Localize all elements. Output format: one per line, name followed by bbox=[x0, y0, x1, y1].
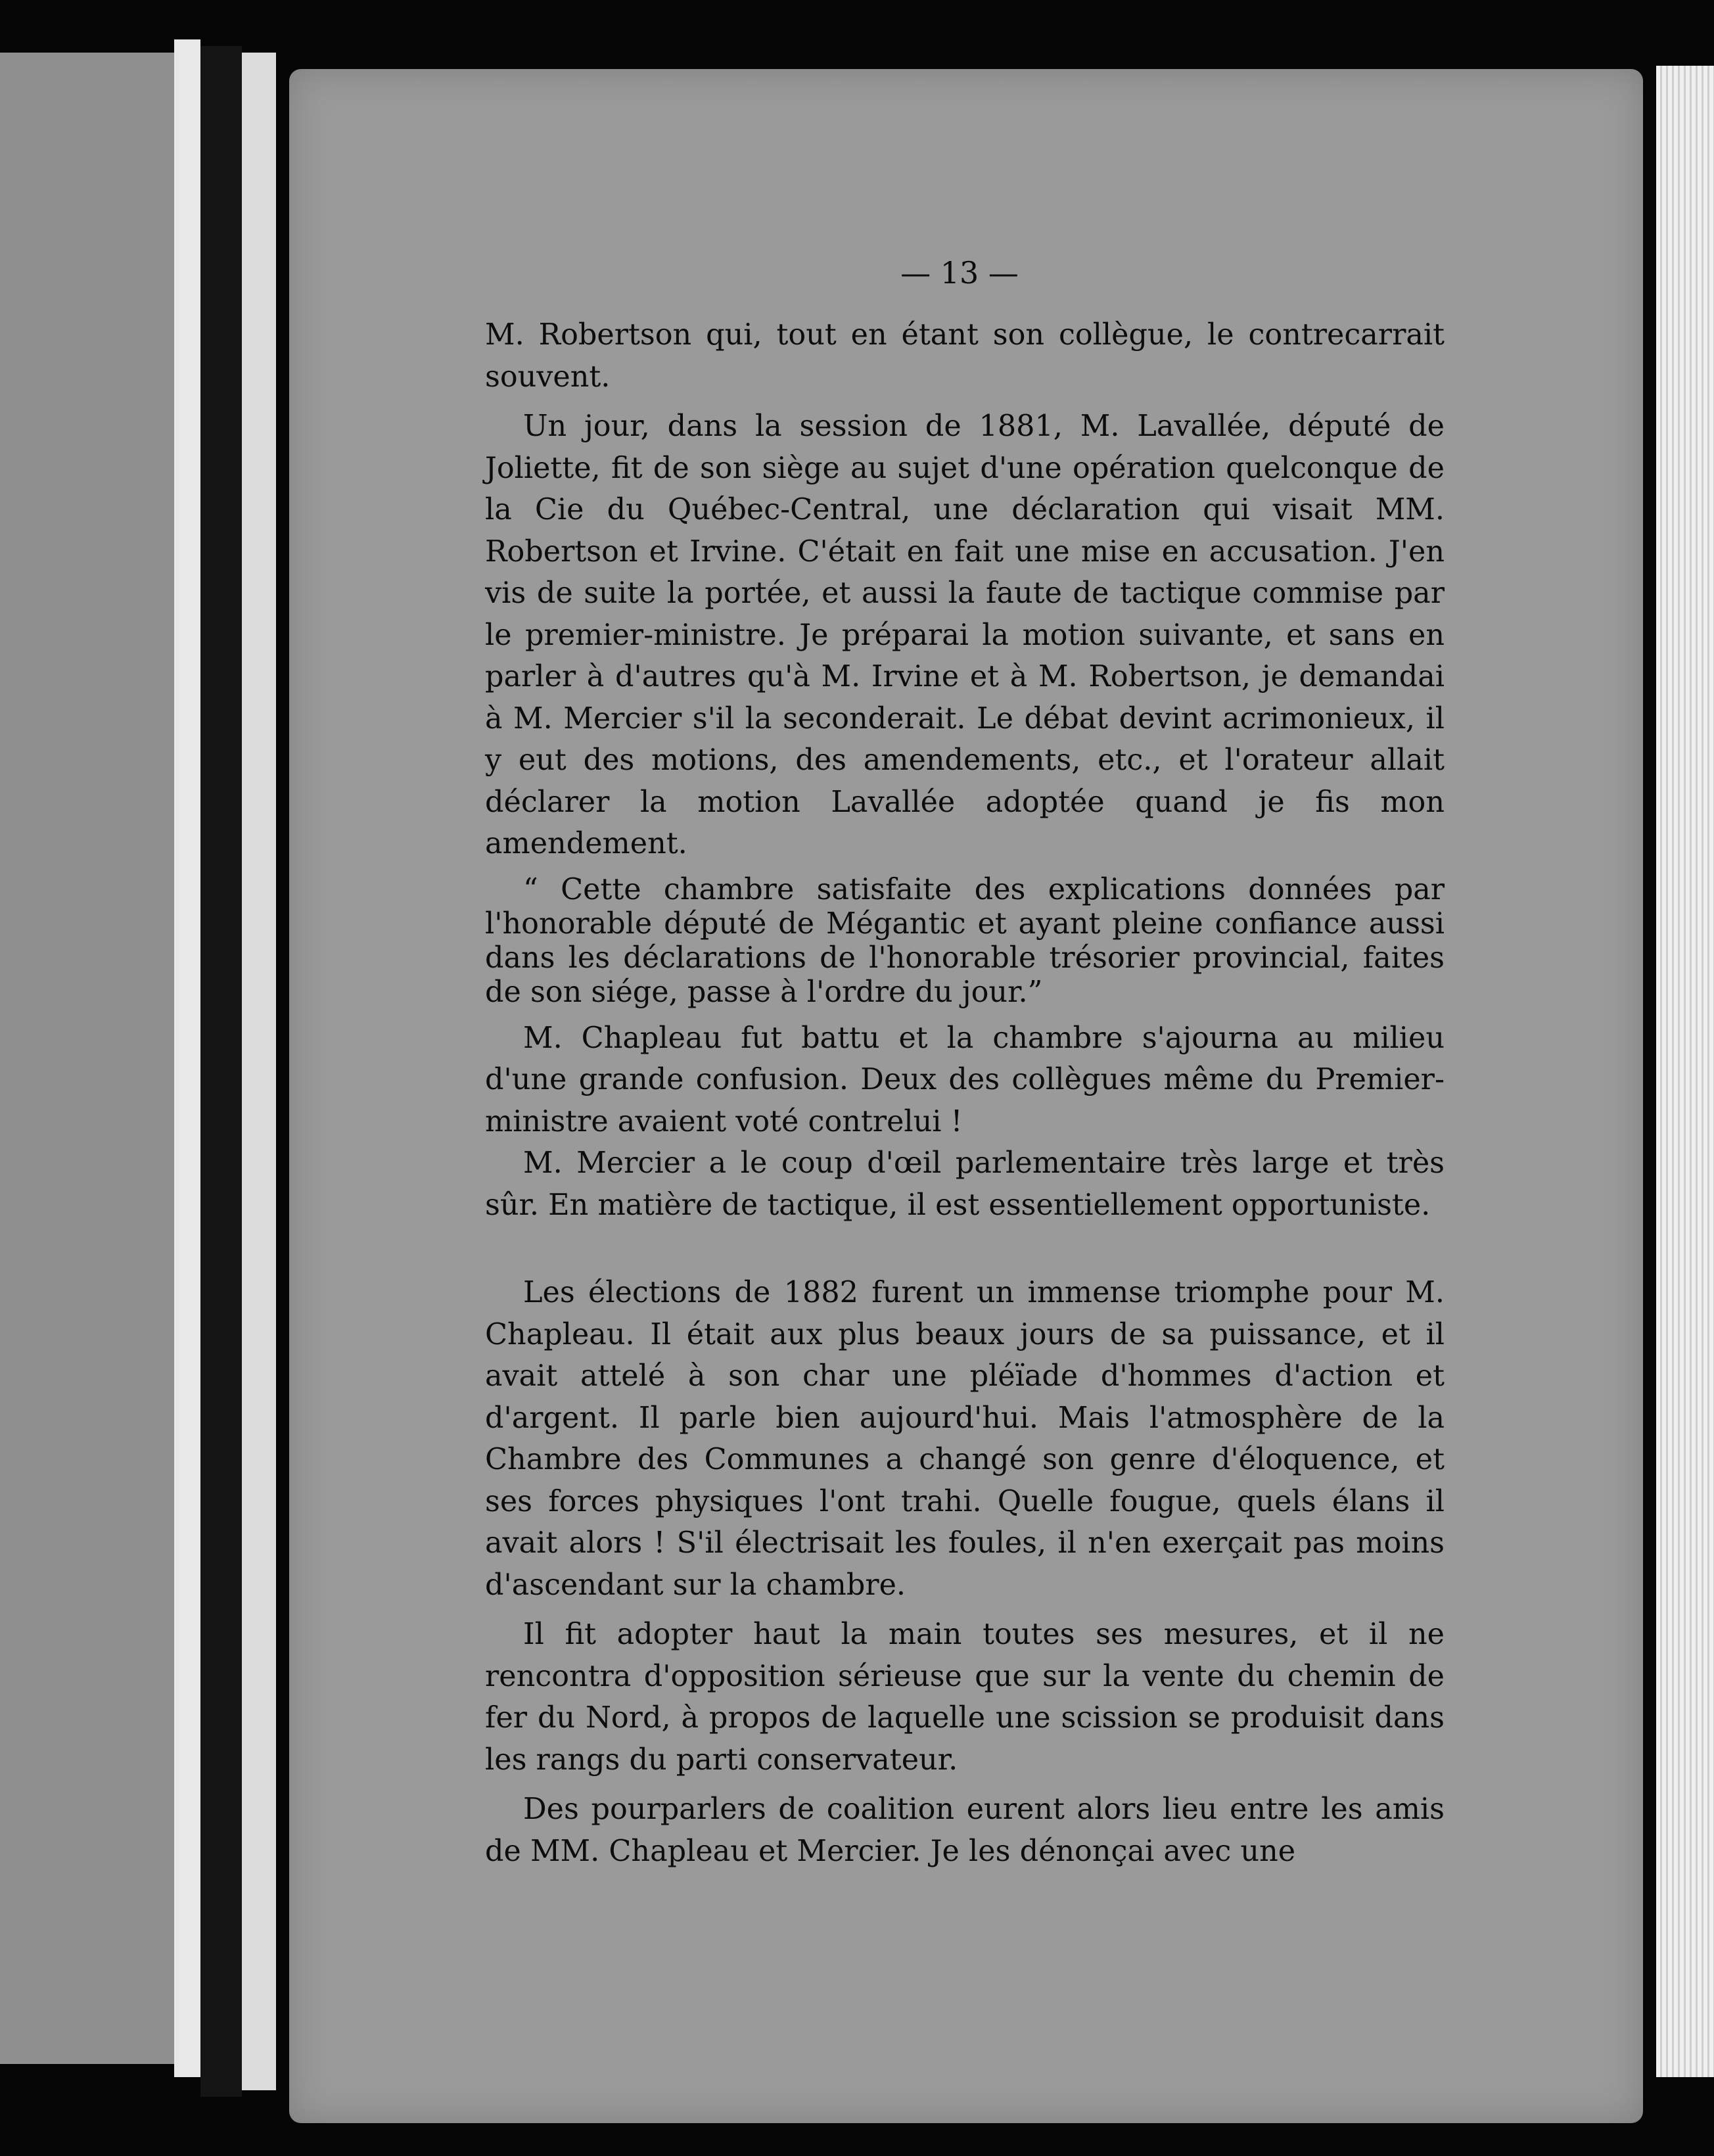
paragraph: Un jour, dans la session de 1881, M. Lavallée, député de Joliette, fit de son siège au sujet d'une opération quelconque de la Cie du Québec-Central, une déclaration qui visait MM. Robertson et Irvine. C'était en fait une mise en accusation. J'en vis de suite la portée, et aussi la faute de tactique commise par le premier-ministre. Je préparai la motion suivante, et sans en parler à d'autres qu'à M. Irvine et à M. Robertson, je demandai à M. Mercier s'il la seconderait. Le débat devint acrimonieux, il y eut des motions, des amendements, etc., et l'orateur allait déclarer la motion Lavallée adoptée quand je fis mon amendement. bbox=[485, 410, 1445, 860]
book-gutter bbox=[200, 46, 242, 2097]
paragraph: M. Chapleau fut battu et la chambre s'ajourna au milieu d'une grande confusion. Deux des collègues même du Premier-ministre avaient voté contrelui ! bbox=[485, 1021, 1445, 1138]
paragraph: Des pourparlers de coalition eurent alors lieu entre les amis de MM. Chapleau et Mercier. Je les dénonçai avec une bbox=[485, 1793, 1445, 1868]
facing-page bbox=[0, 53, 174, 2064]
page-text bbox=[485, 314, 1445, 1872]
page-number: — 13 — bbox=[900, 255, 1019, 291]
paragraph: Il fit adopter haut la main toutes ses mesures, et il ne rencontra d'opposition sérieuse que sur la vente du chemin de fer du Nord, à propos de laquelle une scission se produisit dans les rangs du parti conservateur. bbox=[485, 1618, 1445, 1777]
paragraph-continuation: M. Robertson qui, tout en étant son collègue, le contrecarrait souvent. bbox=[485, 318, 1445, 394]
quoted-motion: “ Cette chambre satisfaite des explications données par l'honorable député de Mégantic et ayant pleine confiance aussi dans les déclarations de l'honorable trésorier provincial, faites de son siége, passe à l'ordre du jour.” bbox=[485, 872, 1445, 1009]
facing-page-edge bbox=[174, 39, 200, 2077]
paragraph: M. Mercier a le coup d'œil parlementaire très large et très sûr. En matière de tactique, il est essentiellement opportuniste. bbox=[485, 1146, 1445, 1222]
page-binding-edge bbox=[242, 53, 276, 2090]
book-page-stack bbox=[1656, 66, 1714, 2077]
paragraph: Les élections de 1882 furent un immense triomphe pour M. Chapleau. Il était aux plus beaux jours de sa puissance, et il avait attelé à son char une pléïade d'hommes d'action et d'argent. Il parle bien aujourd'hui. Mais l'atmosphère de la Chambre des Communes a changé son genre d'éloquence, et ses forces physiques l'ont trahi. Quelle fougue, quels élans il avait alors ! S'il électrisait les foules, il n'en exerçait pas moins d'ascendant sur la chambre. bbox=[485, 1276, 1445, 1602]
